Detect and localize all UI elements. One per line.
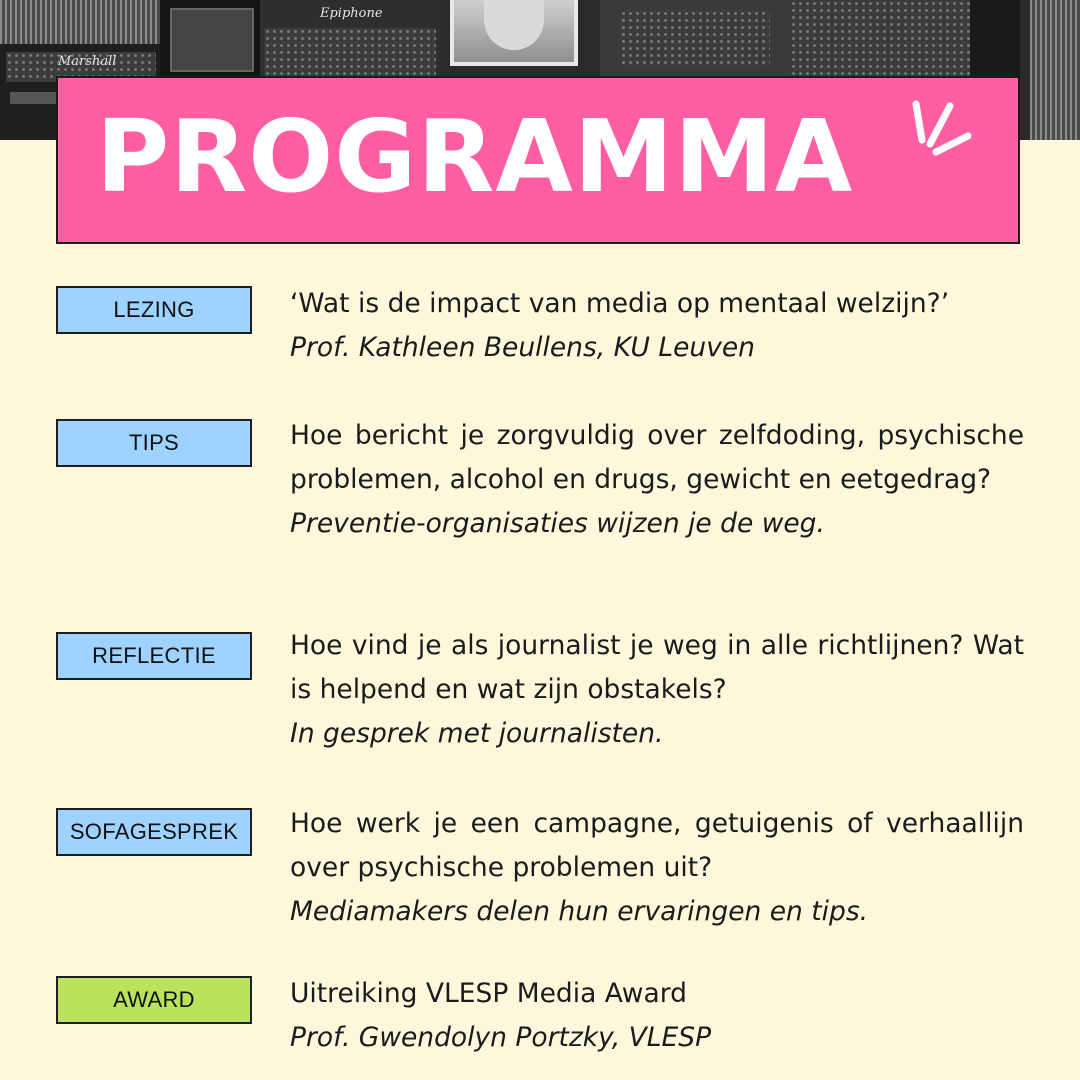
program-item-sofagesprek [290,802,1024,934]
tag-reflectie: REFLECTIE [56,632,252,680]
tag-lezing: LEZING [56,286,252,334]
item-speaker: Prof. Gwendolyn Portzky, VLESP [290,1022,712,1053]
item-speaker: Prof. Kathleen Beullens, KU Leuven [290,332,755,363]
item-question: Hoe werk je een campagne, getuigenis of verhaallijn over psychische problemen uit? [290,808,1024,883]
program-item-reflectie [290,624,1024,756]
item-question: Hoe vind je als journalist je weg in alle richtlijnen? Wat is helpend en wat zijn obstakels? [290,630,1024,705]
item-speaker: In gesprek met journalisten. [290,718,664,749]
item-question: ‘Wat is de impact van media op mentaal welzijn?’ [290,288,950,319]
program-item-award [290,972,1024,1060]
sparkle-icon [906,100,976,164]
program-item-lezing [290,282,1024,370]
page-title: PROGRAMMA [96,98,854,215]
amp-logo-epiphone: Epiphone [320,6,383,21]
amp-logo-marshall: Marshall [58,54,117,69]
item-speaker: Mediamakers delen hun ervaringen en tips. [290,896,869,927]
title-banner [56,76,1020,244]
tag-tips: TIPS [56,419,252,467]
tag-sofagesprek: SOFAGESPREK [56,808,252,856]
item-question: Uitreiking VLESP Media Award [290,978,687,1009]
tag-award: AWARD [56,976,252,1024]
item-speaker: Preventie-organisaties wijzen je de weg. [290,508,825,539]
portrait-photo [450,0,578,66]
item-question: Hoe bericht je zorgvuldig over zelfdoding, psychische problemen, alcohol en drugs, gewicht en eetgedrag? [290,420,1024,495]
program-item-tips [290,414,1024,546]
